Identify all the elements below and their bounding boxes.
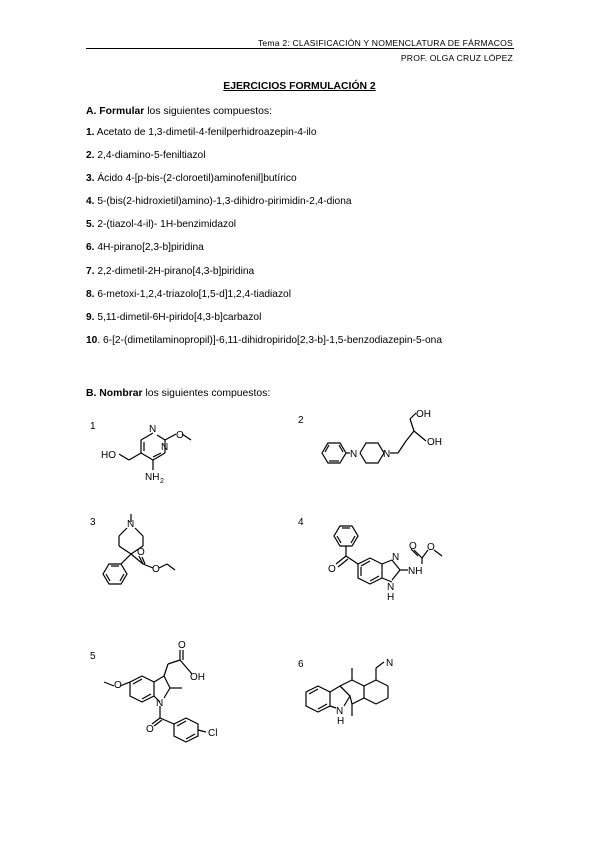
section-a-heading: [86, 106, 272, 117]
atom-label: N: [386, 658, 394, 669]
header-topic: Tema 2: CLASIFICACIÓN Y NOMENCLATURA DE FÁRMACOS: [257, 38, 513, 48]
atom-label: O: [409, 541, 417, 552]
exercise-item: [86, 196, 442, 219]
exercise-text: . 6-[2-(dimetilaminopropil)]-6,11-dihidropirido[2,3-b]-1,5-benzodiazepin-5-ona: [97, 334, 443, 346]
section-b-rest: los siguientes compuestos:: [142, 388, 271, 399]
atom-label: O: [427, 542, 435, 553]
exercise-text: 5-(bis(2-hidroxietil)amino)-1,3-dihidro-pirimidin-2,4-diona: [94, 196, 352, 208]
atom-label: HO: [101, 450, 116, 461]
structure-number: 6: [298, 659, 304, 670]
header-professor: PROF. OLGA CRUZ LÓPEZ: [400, 53, 513, 63]
atom-label: OH: [427, 437, 442, 448]
atom-label: OH: [416, 409, 431, 420]
exercise-number: 10: [86, 334, 98, 346]
exercise-number: 7.: [86, 265, 95, 277]
exercise-number: 3.: [86, 173, 95, 185]
exercise-text: 6-metoxi-1,2,4-triazolo[1,5-d]1,2,4-tiadiazol: [94, 288, 291, 300]
structure-number: 5: [90, 651, 96, 662]
exercise-number: 9.: [86, 311, 95, 323]
section-b-bold: Nombrar: [99, 388, 143, 399]
section-b-heading: [86, 388, 270, 399]
exercise-item: [86, 219, 442, 242]
structure-number: 1: [90, 421, 96, 432]
structure-number: 2: [298, 415, 304, 426]
atom-label: O: [152, 564, 160, 575]
section-a-letter: A.: [86, 106, 97, 117]
exercise-item: [86, 127, 442, 150]
atom-label: NH: [145, 472, 160, 483]
atom-label: H: [337, 716, 345, 727]
structure-2-drawing: [310, 405, 470, 475]
section-a-bold: Formular: [99, 106, 145, 117]
atom-label: OH: [190, 672, 205, 683]
exercise-item: [86, 289, 442, 312]
exercise-item: [86, 335, 442, 358]
exercise-text: 2,4-diamino-5-feniltiazol: [94, 150, 206, 162]
exercise-number: 2.: [86, 150, 95, 162]
atom-label: Cl: [208, 728, 218, 739]
structure-5-drawing: [90, 640, 240, 750]
structure-number: 3: [90, 517, 96, 528]
structure-4-drawing: [310, 520, 490, 605]
atom-label: O: [328, 564, 336, 575]
exercise-text: Acetato de 1,3-dimetil-4-fenilperhidroazepin-4-ilo: [94, 127, 317, 138]
atom-label: N: [161, 442, 169, 453]
atom-label: N: [127, 519, 135, 530]
exercise-number: 1.: [86, 127, 95, 138]
exercise-item: [86, 242, 442, 265]
exercise-text: 2-(tiazol-4-il)- 1H-benzimidazol: [94, 219, 237, 231]
structure-6-drawing: [300, 646, 410, 736]
exercise-item: [86, 173, 442, 196]
section-b-letter: B.: [86, 388, 97, 399]
atom-label: O: [137, 547, 145, 558]
atom-label: O: [178, 640, 186, 651]
exercise-text: 5,11-dimetil-6H-pirido[4,3-b]carbazol: [94, 311, 262, 323]
exercise-text: Ácido 4-[p-bis-(2-cloroetil)aminofenil]butírico: [94, 173, 297, 185]
atom-label: O: [146, 724, 154, 735]
atom-label: 2: [160, 478, 164, 485]
structure-1-drawing: [95, 420, 205, 490]
atom-label: N: [392, 552, 400, 563]
atom-label: H: [387, 592, 395, 603]
exercise-number: 5.: [86, 219, 95, 231]
exercise-item: [86, 312, 442, 335]
atom-label: N: [387, 582, 395, 593]
structure-3-drawing: [95, 508, 205, 593]
atom-label: N: [383, 449, 391, 460]
exercise-number: 8.: [86, 288, 95, 300]
exercise-item: [86, 266, 442, 289]
exercise-number: 6.: [86, 242, 95, 254]
exercise-text: 2,2-dimetil-2H-pirano[4,3-b]piridina: [94, 265, 255, 277]
exercise-text: 4H-pirano[2,3-b]piridina: [94, 242, 204, 254]
exercise-number: 4.: [86, 196, 95, 208]
section-a-rest: los siguientes compuestos:: [144, 106, 272, 117]
atom-label: O: [176, 430, 184, 441]
atom-label: O: [114, 680, 122, 691]
exercise-list: [86, 127, 442, 358]
atom-label: N: [156, 698, 164, 709]
atom-label: N: [149, 424, 157, 435]
atom-label: N: [336, 706, 344, 717]
exercise-item: [86, 150, 442, 173]
page-title: EJERCICIOS FORMULACIÓN 2: [223, 81, 376, 92]
header-rule: [86, 48, 514, 49]
structure-number: 4: [298, 517, 304, 528]
atom-label: N: [350, 449, 358, 460]
atom-label: NH: [408, 566, 423, 577]
